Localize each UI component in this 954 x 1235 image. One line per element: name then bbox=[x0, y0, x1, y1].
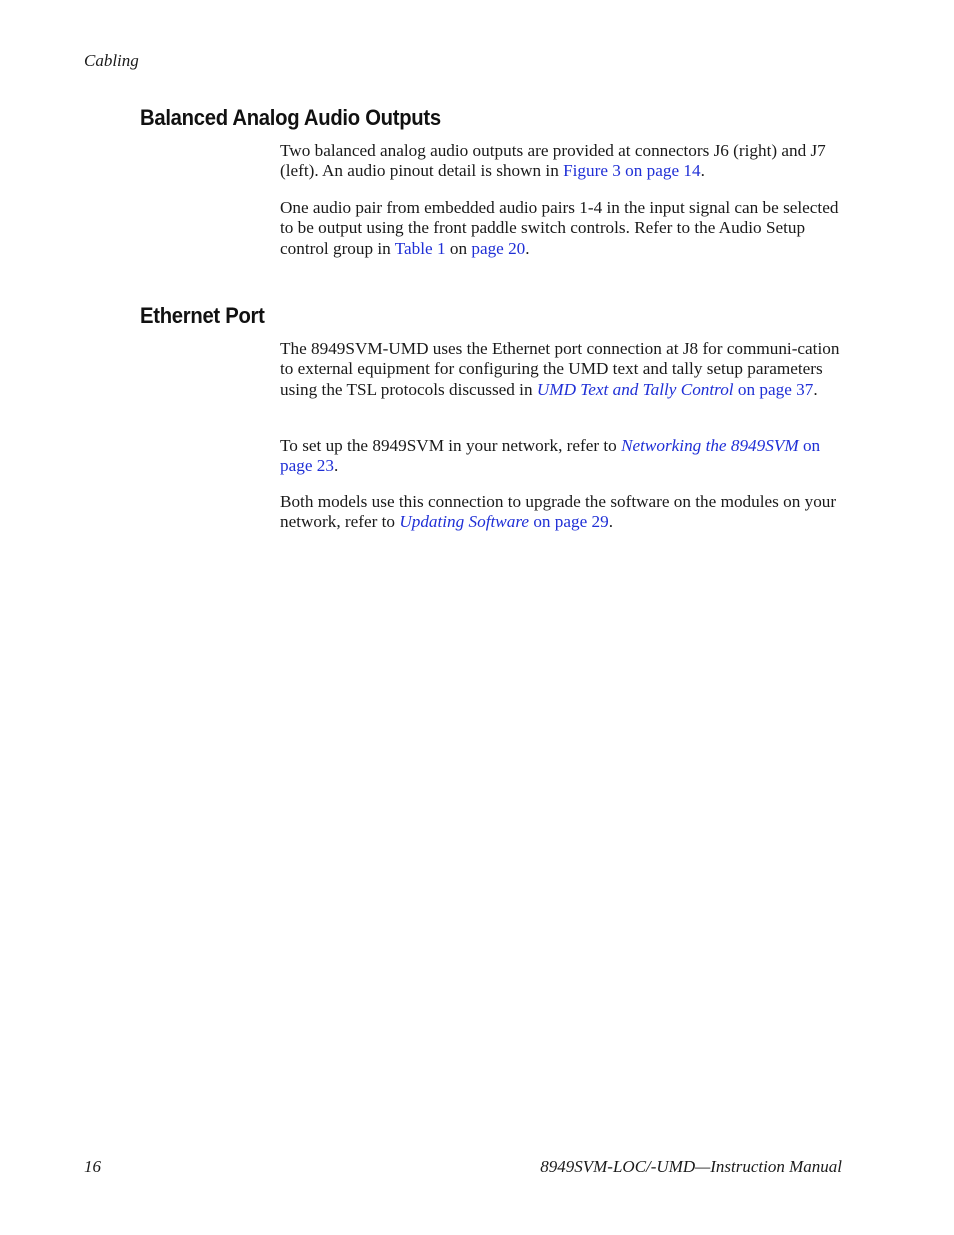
section-heading-ethernet-port: Ethernet Port bbox=[140, 303, 265, 328]
link-updating-software[interactable]: Updating Software bbox=[399, 512, 530, 532]
paragraph-text: on bbox=[445, 238, 472, 258]
link-umd-text-tally-control[interactable]: UMD Text and Tally Control bbox=[536, 379, 734, 399]
running-head: Cabling bbox=[84, 51, 139, 70]
paragraph-audio-outputs-1 bbox=[280, 141, 842, 182]
paragraph-text: . bbox=[813, 379, 818, 399]
paragraph-ethernet-2 bbox=[280, 436, 842, 477]
paragraph-text: One audio pair from embedded audio pairs 1-4 in the input signal can be selected to be output using the front paddle switch controls. Refer to the Audio Setup control group in bbox=[280, 198, 839, 258]
section-heading-audio-outputs: Balanced Analog Audio Outputs bbox=[140, 105, 441, 130]
paragraph-text: The 8949SVM-UMD uses the Ethernet port connection at J8 for communi-cation to external equipment for configuring the UMD text and tally setup parameters using the TSL protocols discussed in bbox=[280, 339, 840, 399]
paragraph-audio-outputs-2 bbox=[280, 198, 842, 259]
paragraph-text: To set up the 8949SVM in your network, refer to bbox=[280, 436, 622, 455]
paragraph-ethernet-3 bbox=[280, 492, 842, 533]
paragraph-text: . bbox=[700, 161, 705, 181]
link-figure-3[interactable]: Figure 3 on page 14 bbox=[563, 161, 701, 181]
paragraph-text: Both models use this connection to upgrade the software on the modules on your network, refer to bbox=[280, 492, 837, 532]
document-title: 8949SVM-LOC/-UMD—Instruction Manual bbox=[540, 1157, 842, 1176]
link-table-1[interactable]: Table 1 bbox=[394, 238, 446, 258]
paragraph-text: . bbox=[333, 456, 339, 476]
link-page-20[interactable]: page 20 bbox=[471, 238, 526, 258]
link-page-23[interactable]: on page 23 bbox=[280, 436, 821, 476]
link-networking-8949svm[interactable]: Networking the 8949SVM bbox=[621, 436, 799, 455]
link-page-29[interactable]: on page 29 bbox=[529, 512, 609, 532]
page-number: 16 bbox=[84, 1157, 101, 1176]
link-page-37[interactable]: on page 37 bbox=[733, 379, 814, 399]
paragraph-ethernet-1 bbox=[280, 339, 842, 400]
paragraph-text: . bbox=[525, 238, 530, 258]
paragraph-text: Two balanced analog audio outputs are provided at connectors J6 (right) and J7 (left). An audio pinout detail is shown in bbox=[280, 141, 826, 181]
paragraph-text: . bbox=[608, 512, 614, 532]
